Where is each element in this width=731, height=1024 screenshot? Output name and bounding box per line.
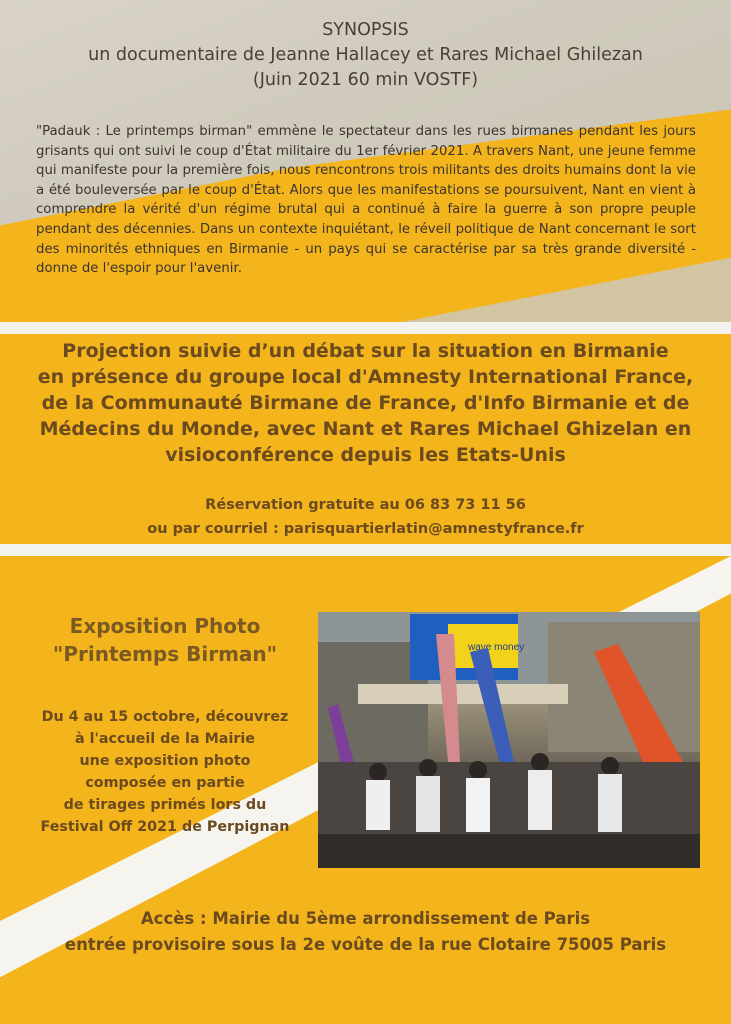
exposition-line: Festival Off 2021 de Perpignan xyxy=(40,819,290,835)
exposition-line: Du 4 au 15 octobre, découvrez xyxy=(41,709,289,725)
protest-photo xyxy=(318,612,700,868)
protest-photo-illustration xyxy=(318,612,700,868)
exposition-title xyxy=(20,612,310,668)
synopsis-header xyxy=(0,18,731,93)
acces-line-1: Accès : Mairie du 5ème arrondissement de Paris xyxy=(140,909,591,928)
exposition-description xyxy=(10,706,320,838)
photo-awning xyxy=(358,684,568,704)
photo-ground xyxy=(318,834,700,868)
projection-line-4: Médecins du Monde, avec Nant et Rares Michael Ghizelan en xyxy=(39,418,692,440)
photo-person-body xyxy=(366,780,390,830)
photo-person xyxy=(601,757,619,775)
divider-band-1 xyxy=(0,322,731,334)
projection-line-1: Projection suivie d’un débat sur la situation en Birmanie xyxy=(62,340,669,362)
synopsis-body: "Padauk : Le printemps birman" emmène le spectateur dans les rues birmanes pendant les jours grisants qui ont suivi le coup d'État militaire du 1er février 2021. A travers Nant, une jeune femme qui manifeste pour la première fois, nous rencontrons trois militants des droits humains dont la vie a été bouleversée par le coup d'État. Alors que les manifestations se poursuivent, Nant en vient à comprendre la vérité d'un régime brutal qui a continué à faire la guerre à son propre peuple pendant des décennies. Dans un contexte inquiétant, le réveil politique de Nant concernant le sort des minorités ethniques en Birmanie - un pays qui se caractérise par sa très grande diversité - donne de l'espoir pour l'avenir. xyxy=(36,124,696,277)
photo-person-body xyxy=(466,778,490,832)
photo-person xyxy=(419,759,437,777)
photo-person-body xyxy=(598,774,622,832)
photo-person-body xyxy=(528,770,552,830)
projection-block xyxy=(20,338,711,468)
exposition-line: une exposition photo xyxy=(79,753,251,769)
projection-line-5: visioconférence depuis les Etats-Unis xyxy=(165,444,566,466)
synopsis-title: SYNOPSIS xyxy=(322,20,409,40)
exposition-line: à l'accueil de la Mairie xyxy=(74,731,255,747)
exposition-line: composée en partie xyxy=(85,775,245,791)
photo-person xyxy=(469,761,487,779)
divider-band-2 xyxy=(0,544,731,556)
reservation-phone: Réservation gratuite au 06 83 73 11 56 xyxy=(205,497,526,513)
projection-line-2: en présence du groupe local d'Amnesty International France, xyxy=(37,366,694,388)
reservation-email: ou par courriel : parisquartierlatin@amnestyfrance.fr xyxy=(147,521,584,537)
exposition-line: de tirages primés lors du xyxy=(63,797,267,813)
photo-person-body xyxy=(416,776,440,832)
acces-block xyxy=(20,906,711,958)
photo-person xyxy=(369,763,387,781)
acces-line-2: entrée provisoire sous la 2e voûte de la rue Clotaire 75005 Paris xyxy=(64,935,667,954)
projection-line-3: de la Communauté Birmane de France, d'Info Birmanie et de xyxy=(41,392,690,414)
synopsis-details: (Juin 2021 60 min VOSTF) xyxy=(252,70,479,90)
synopsis-authors: un documentaire de Jeanne Hallacey et Rares Michael Ghilezan xyxy=(88,45,643,65)
photo-sign-text: wave money xyxy=(468,642,525,653)
reservation-block xyxy=(20,493,711,541)
exposition-title-line-2: "Printemps Birman" xyxy=(52,642,278,666)
exposition-title-line-1: Exposition Photo xyxy=(69,614,261,638)
photo-person xyxy=(531,753,549,771)
